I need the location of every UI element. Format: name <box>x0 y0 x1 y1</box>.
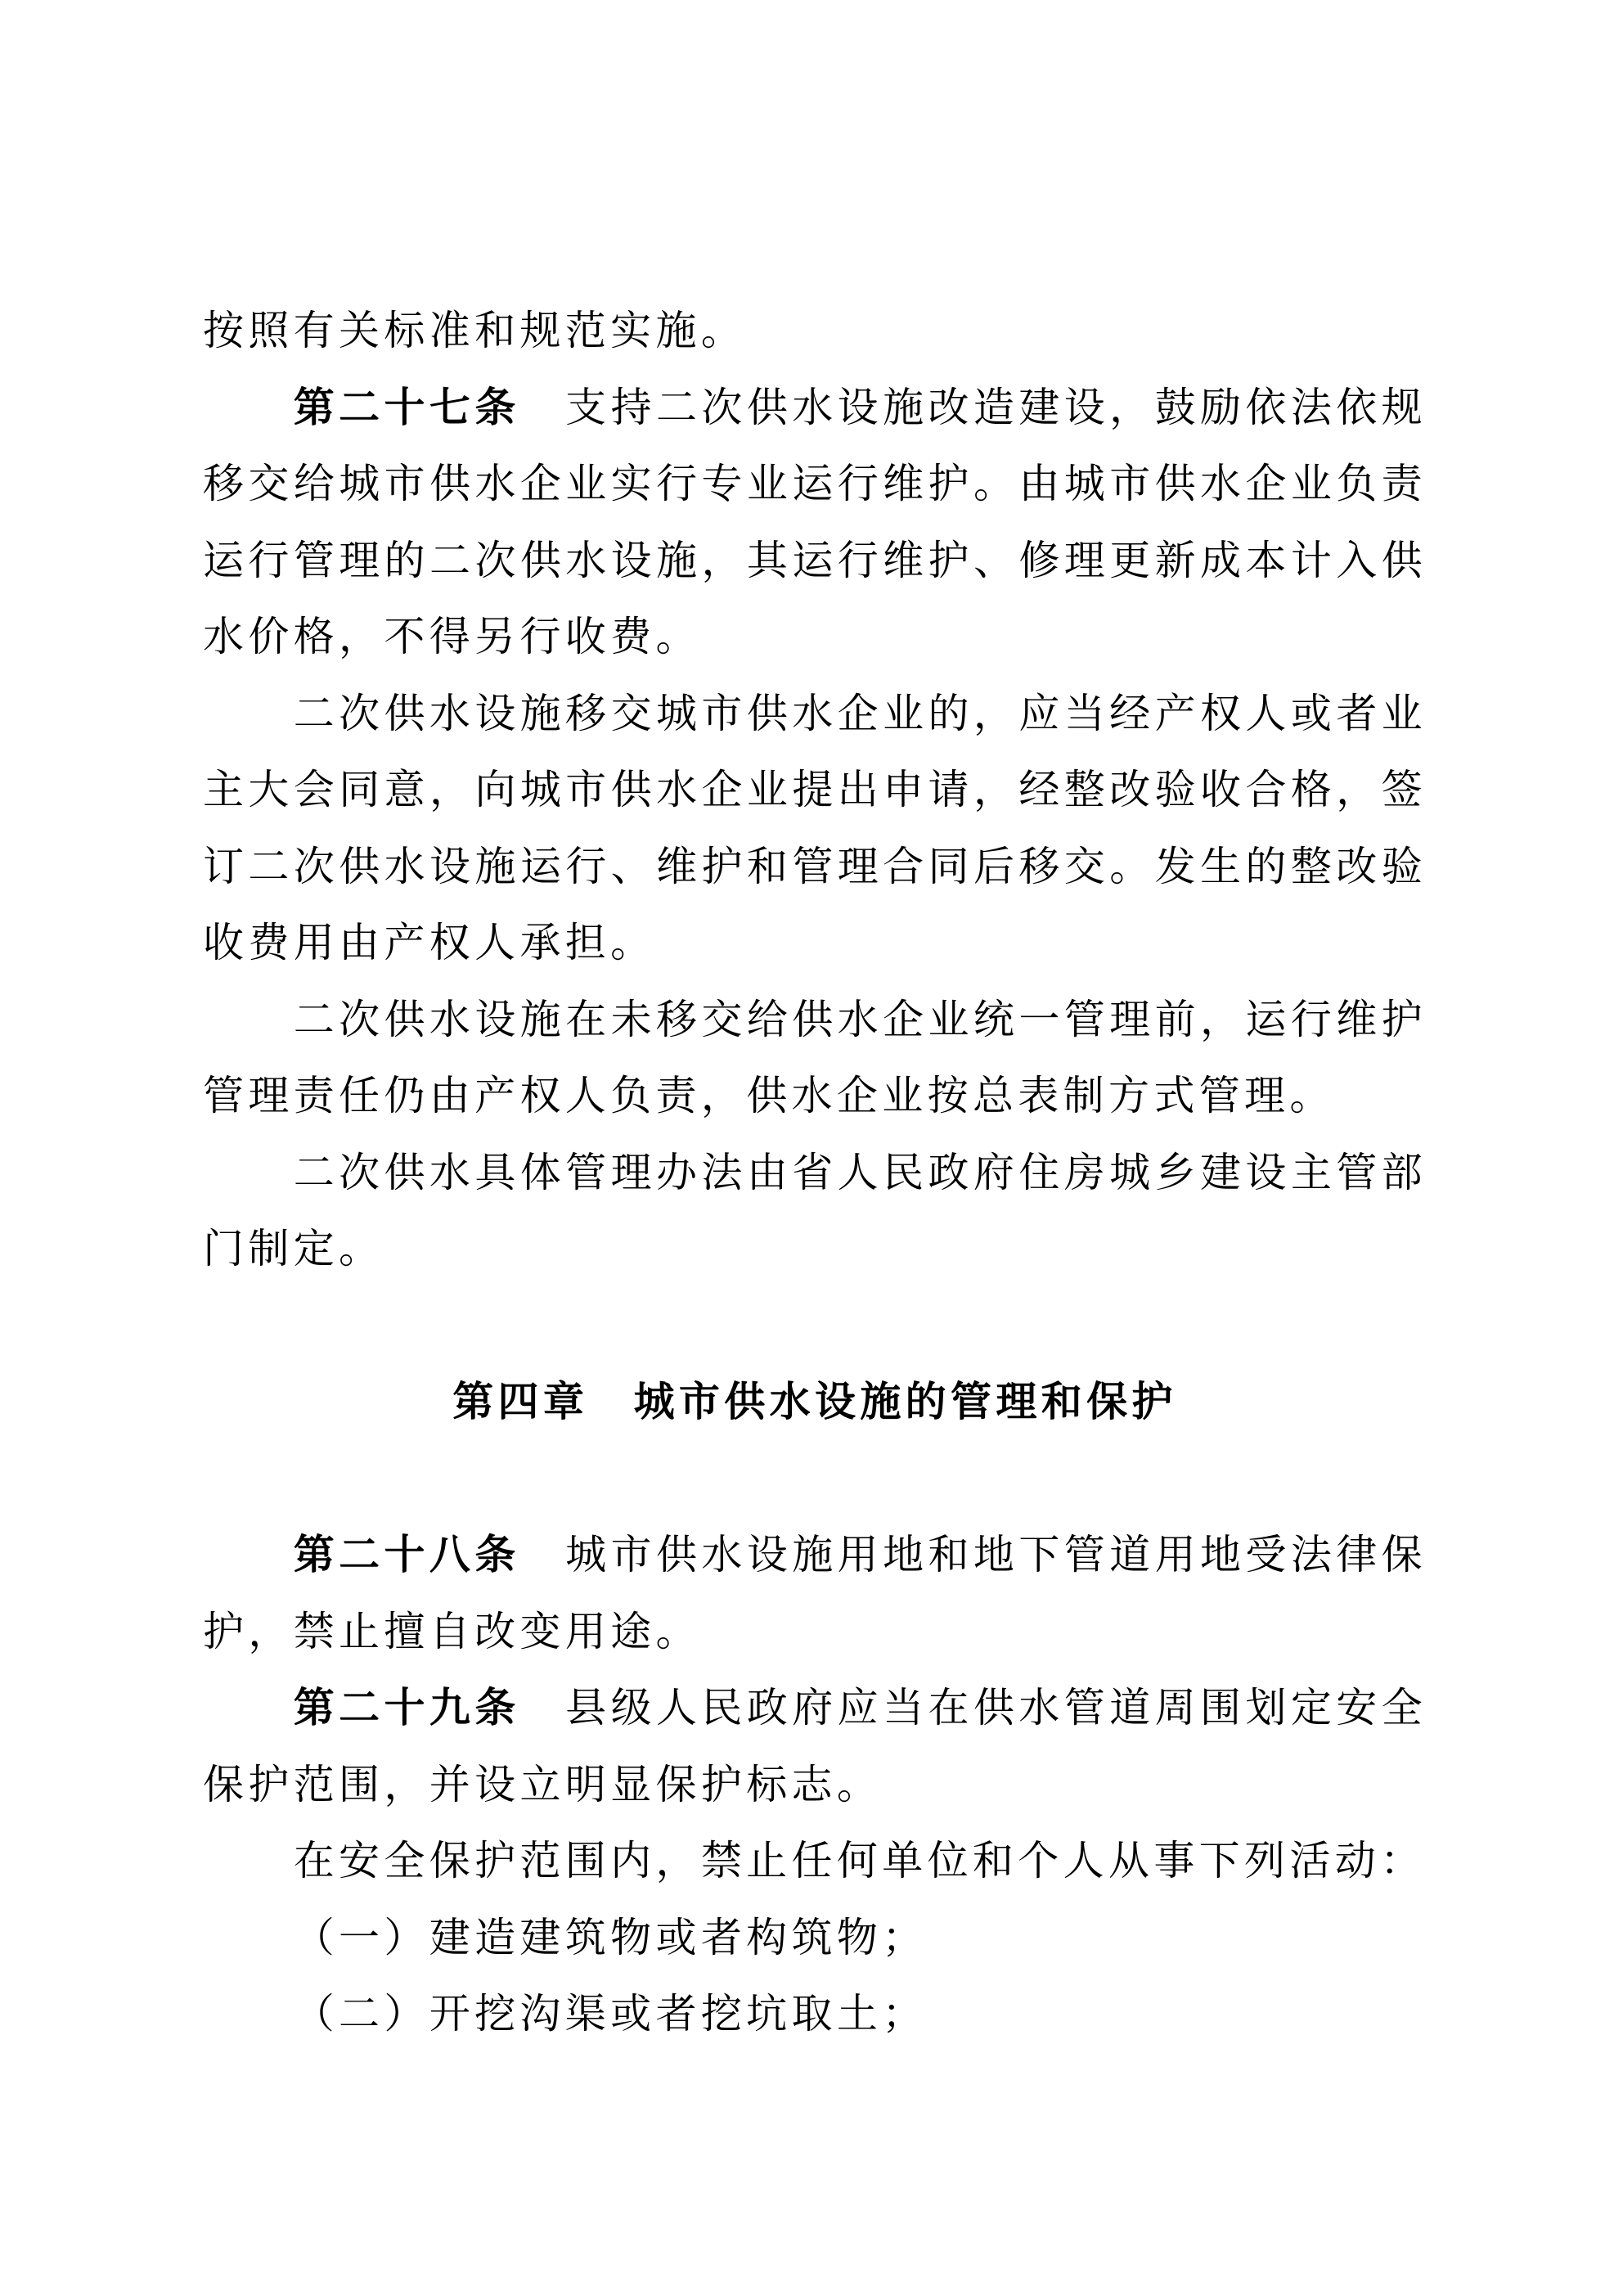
paragraph-text: 在安全保护范围内，禁止任何单位和个人从事下列活动： <box>293 1838 1426 1884</box>
chapter-heading-text: 第四章 城市供水设施的管理和保护 <box>452 1379 1177 1425</box>
paragraph <box>203 1976 1427 2053</box>
paragraph-text: 支持二次供水设施改造建设，鼓励依法依规移交给城市供水企业实行专业运行维护。由城市供水企业负责运行管理的二次供水设施，其运行维护、修理更新成本计入供水价格，不得另行收费。 <box>203 384 1427 660</box>
article-number: 第二十七条 <box>293 384 520 430</box>
paragraph-text: 二次供水具体管理办法由省人民政府住房城乡建设主管部门制定。 <box>203 1149 1427 1272</box>
paragraph <box>203 1135 1427 1288</box>
chapter-heading <box>203 1364 1427 1441</box>
paragraph <box>203 1823 1427 1900</box>
paragraph <box>203 982 1427 1135</box>
paragraph <box>203 1670 1427 1823</box>
article-number: 第二十九条 <box>293 1685 520 1731</box>
text-column <box>203 293 1427 2053</box>
paragraph-text: 二次供水设施移交城市供水企业的，应当经产权人或者业主大会同意，向城市供水企业提出申请，经整改验收合格，签订二次供水设施运行、维护和管理合同后移交。发生的整改验收费用由产权人承担。 <box>203 690 1427 966</box>
paragraph-text: （二）开挖沟渠或者挖坑取土； <box>293 1991 928 2037</box>
paragraph-text: 按照有关标准和规范实施。 <box>203 308 747 353</box>
paragraph-text: 二次供水设施在未移交给供水企业统一管理前，运行维护管理责任仍由产权人负责，供水企业按总表制方式管理。 <box>203 996 1427 1119</box>
paragraph <box>203 370 1427 676</box>
paragraph <box>203 1900 1427 1977</box>
article-number: 第二十八条 <box>293 1532 520 1578</box>
paragraph-text: 县级人民政府应当在供水管道周围划定安全保护范围，并设立明显保护标志。 <box>203 1685 1427 1808</box>
paragraph <box>203 1517 1427 1670</box>
paragraph-text: 城市供水设施用地和地下管道用地受法律保护，禁止擅自改变用途。 <box>203 1532 1427 1654</box>
paragraph-text: （一）建造建筑物或者构筑物； <box>293 1914 928 1961</box>
paragraph <box>203 676 1427 982</box>
paragraph <box>203 293 1427 370</box>
